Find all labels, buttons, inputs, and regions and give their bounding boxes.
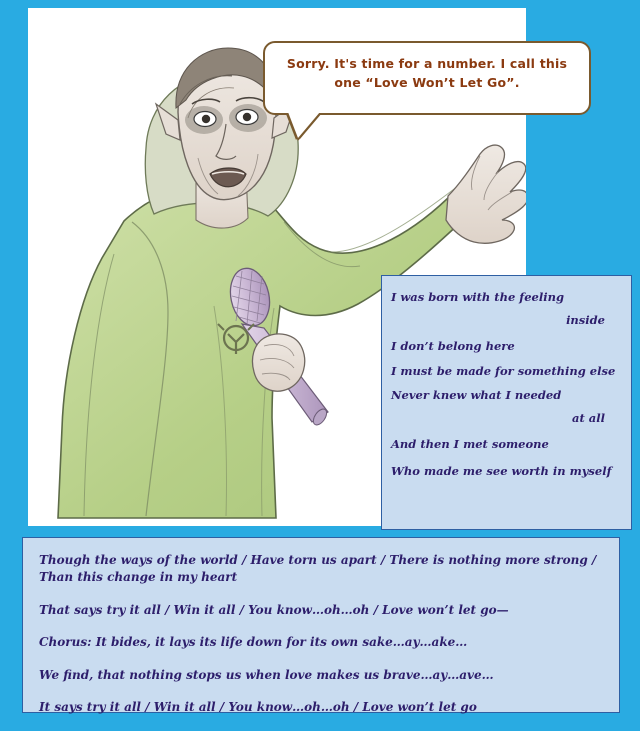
verse-lyrics-box	[381, 275, 632, 530]
chorus-line: Chorus: It bides, it lays its life down for its own sake…ay…ake…	[39, 635, 468, 650]
chorus-line: We find, that nothing stops us when love makes us brave…ay…ave…	[39, 667, 494, 682]
hand-grip	[252, 334, 304, 391]
chorus-line: That says try it all / Win it all / You know…oh…oh / Love won’t let go—	[39, 602, 509, 617]
raised-arm	[446, 145, 526, 243]
balloon-tail	[288, 112, 320, 138]
verse-line: Who made me see worth in myself	[391, 463, 612, 478]
verse-line: I don’t belong here	[391, 339, 515, 354]
verse-line: at all	[572, 410, 605, 425]
verse-line: Never knew what I needed	[391, 388, 562, 403]
verse-line: And then I met someone	[391, 437, 549, 452]
speech-balloon	[263, 41, 591, 115]
chorus-lyrics-box	[22, 537, 620, 713]
chorus-line: Though the ways of the world / Have torn us apart / There is nothing more strong / Than this change in my heart	[39, 553, 597, 585]
verse-line: I was born with the feeling	[391, 290, 565, 304]
balloon-line-2: one “Love Won’t Let Go”.	[334, 74, 520, 90]
chorus-line: It says try it all / Win it all / You know…oh…oh / Love won’t let go	[39, 699, 477, 714]
verse-line: inside	[566, 312, 605, 327]
verse-line: I must be made for something else	[391, 363, 616, 378]
balloon-line-1: Sorry. It's time for a number. I call this	[286, 56, 568, 71]
